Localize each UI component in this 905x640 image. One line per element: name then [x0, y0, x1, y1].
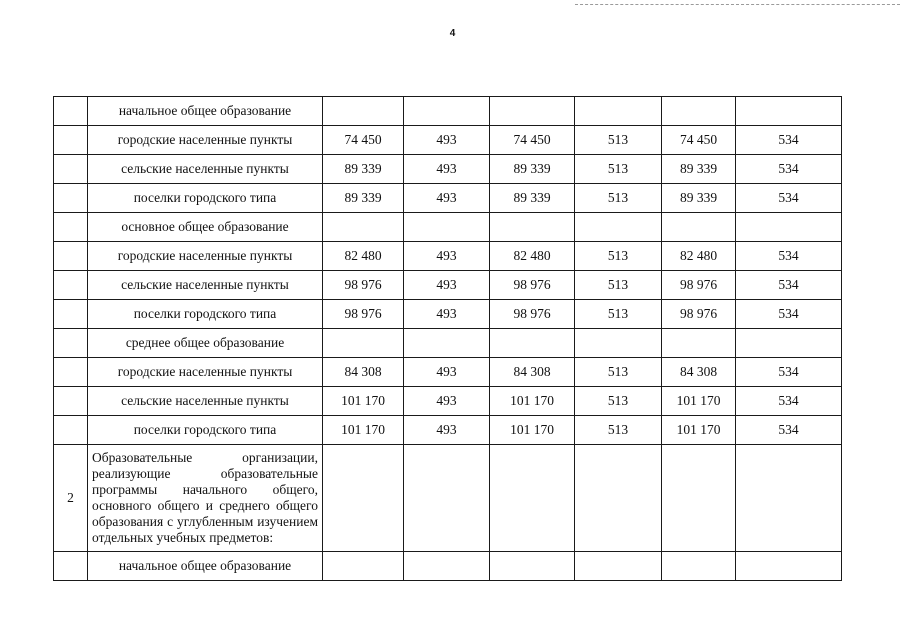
value-cell: 493 [404, 358, 490, 387]
value-cell: 534 [736, 387, 842, 416]
value-cell: 513 [575, 416, 662, 445]
value-cell: 89 339 [662, 184, 736, 213]
value-cell [404, 213, 490, 242]
value-cell: 98 976 [490, 300, 575, 329]
value-cell [490, 445, 575, 552]
row-label: начальное общее образование [88, 97, 323, 126]
value-cell [662, 97, 736, 126]
table-row [54, 97, 842, 126]
value-cell [323, 213, 404, 242]
value-cell: 89 339 [662, 155, 736, 184]
value-cell: 101 170 [323, 387, 404, 416]
value-cell: 89 339 [323, 184, 404, 213]
value-cell [490, 213, 575, 242]
value-cell: 513 [575, 155, 662, 184]
value-cell: 82 480 [323, 242, 404, 271]
row-number [54, 184, 88, 213]
value-cell [404, 97, 490, 126]
row-number [54, 155, 88, 184]
value-cell: 513 [575, 387, 662, 416]
row-number [54, 271, 88, 300]
value-cell: 513 [575, 300, 662, 329]
value-cell: 82 480 [490, 242, 575, 271]
value-cell: 513 [575, 184, 662, 213]
row-label: среднее общее образование [88, 329, 323, 358]
value-cell: 513 [575, 358, 662, 387]
data-table [53, 96, 842, 581]
value-cell: 493 [404, 416, 490, 445]
value-cell [323, 329, 404, 358]
value-cell [736, 213, 842, 242]
value-cell: 534 [736, 416, 842, 445]
value-cell: 101 170 [323, 416, 404, 445]
row-number [54, 329, 88, 358]
value-cell [662, 213, 736, 242]
row-label: городские населенные пункты [88, 358, 323, 387]
value-cell: 493 [404, 126, 490, 155]
value-cell [662, 329, 736, 358]
table-row [54, 213, 842, 242]
value-cell: 89 339 [323, 155, 404, 184]
value-cell: 493 [404, 271, 490, 300]
row-number [54, 552, 88, 581]
value-cell [323, 552, 404, 581]
row-label: городские населенные пункты [88, 242, 323, 271]
row-label: сельские населенные пункты [88, 387, 323, 416]
value-cell [575, 329, 662, 358]
row-label: поселки городского типа [88, 300, 323, 329]
value-cell [662, 445, 736, 552]
table-row [54, 416, 842, 445]
page-number: 4 [449, 28, 456, 39]
row-label: сельские населенные пункты [88, 271, 323, 300]
value-cell: 513 [575, 271, 662, 300]
value-cell: 493 [404, 300, 490, 329]
row-number [54, 358, 88, 387]
value-cell: 82 480 [662, 242, 736, 271]
row-number [54, 213, 88, 242]
row-label: основное общее образование [88, 213, 323, 242]
value-cell: 101 170 [662, 416, 736, 445]
value-cell: 513 [575, 126, 662, 155]
value-cell [490, 552, 575, 581]
scan-artifact-line [575, 4, 900, 7]
value-cell: 534 [736, 242, 842, 271]
table-row [54, 155, 842, 184]
table-row [54, 184, 842, 213]
value-cell [404, 445, 490, 552]
row-label: сельские населенные пункты [88, 155, 323, 184]
value-cell: 84 308 [323, 358, 404, 387]
value-cell [404, 329, 490, 358]
value-cell: 89 339 [490, 184, 575, 213]
value-cell [404, 552, 490, 581]
value-cell: 74 450 [662, 126, 736, 155]
value-cell [323, 97, 404, 126]
value-cell: 101 170 [662, 387, 736, 416]
row-number [54, 300, 88, 329]
table-row [54, 300, 842, 329]
row-number [54, 387, 88, 416]
value-cell [736, 445, 842, 552]
row-number: 2 [54, 445, 88, 552]
value-cell: 513 [575, 242, 662, 271]
value-cell: 98 976 [323, 300, 404, 329]
value-cell: 534 [736, 155, 842, 184]
table-row [54, 329, 842, 358]
value-cell: 98 976 [490, 271, 575, 300]
value-cell: 493 [404, 155, 490, 184]
value-cell: 74 450 [490, 126, 575, 155]
value-cell: 534 [736, 271, 842, 300]
row-number [54, 126, 88, 155]
value-cell [736, 329, 842, 358]
row-label: начальное общее образование [88, 552, 323, 581]
row-number [54, 416, 88, 445]
value-cell [736, 97, 842, 126]
table-row [54, 358, 842, 387]
value-cell: 534 [736, 126, 842, 155]
value-cell [736, 552, 842, 581]
value-cell [575, 552, 662, 581]
value-cell: 84 308 [490, 358, 575, 387]
table-row [54, 242, 842, 271]
row-label: поселки городского типа [88, 184, 323, 213]
value-cell: 534 [736, 184, 842, 213]
value-cell: 98 976 [662, 271, 736, 300]
table-row [54, 126, 842, 155]
value-cell: 493 [404, 242, 490, 271]
table-row [54, 552, 842, 581]
value-cell: 493 [404, 184, 490, 213]
value-cell: 101 170 [490, 416, 575, 445]
value-cell: 493 [404, 387, 490, 416]
row-label: городские населенные пункты [88, 126, 323, 155]
value-cell [575, 445, 662, 552]
value-cell: 89 339 [490, 155, 575, 184]
value-cell [575, 213, 662, 242]
row-label: Образовательные организации, реализующие образовательные программы начального общего, основного общего и среднего общего образования с углубленным изучением отдельных учебных предметов: [88, 445, 323, 552]
value-cell: 98 976 [323, 271, 404, 300]
value-cell [490, 329, 575, 358]
row-label: поселки городского типа [88, 416, 323, 445]
value-cell: 98 976 [662, 300, 736, 329]
value-cell [323, 445, 404, 552]
row-number [54, 97, 88, 126]
table-row [54, 271, 842, 300]
value-cell: 534 [736, 300, 842, 329]
value-cell: 74 450 [323, 126, 404, 155]
table-row [54, 387, 842, 416]
value-cell: 534 [736, 358, 842, 387]
value-cell: 101 170 [490, 387, 575, 416]
row-number [54, 242, 88, 271]
value-cell [490, 97, 575, 126]
value-cell [662, 552, 736, 581]
table-row [54, 445, 842, 552]
value-cell: 84 308 [662, 358, 736, 387]
value-cell [575, 97, 662, 126]
